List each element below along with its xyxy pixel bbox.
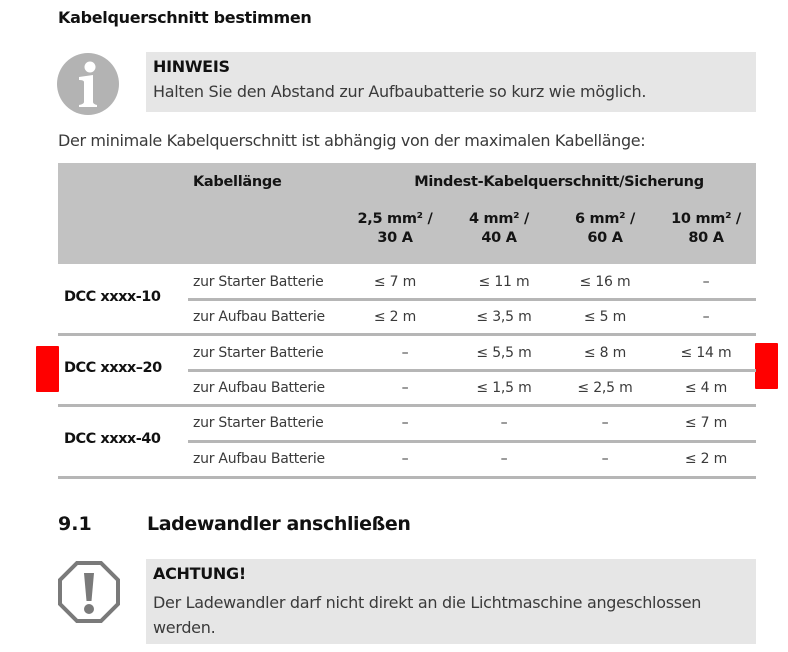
table-cell: ≤ 5 m xyxy=(583,309,627,325)
subsection-number: 9.1 xyxy=(58,513,92,535)
table-cell: ≤ 16 m xyxy=(579,274,631,290)
table-cell: ≤ 7 m xyxy=(684,415,728,431)
row-label: zur Starter Batterie xyxy=(193,274,324,290)
highlight-marker-left xyxy=(36,346,59,392)
note-heading: HINWEIS xyxy=(153,57,230,76)
warning-text: Der Ladewandler darf nicht direkt an die Lichtmaschine angeschlossen werden. xyxy=(153,593,702,637)
table-cell: ≤ 11 m xyxy=(478,274,530,290)
intro-text: Der minimale Kabelquerschnitt ist abhängig von der maximalen Kabellänge: xyxy=(58,131,646,150)
table-cell: – xyxy=(601,451,609,467)
group-divider xyxy=(58,333,756,336)
group-divider xyxy=(58,404,756,407)
table-cell: ≤ 3,5 m xyxy=(476,309,532,325)
header-cable-length: Kabellänge xyxy=(193,174,282,190)
table-cell: – xyxy=(401,380,409,396)
table-cell: ≤ 2 m xyxy=(684,451,728,467)
row-label: zur Starter Batterie xyxy=(193,415,324,431)
table-cell: – xyxy=(401,415,409,431)
row-divider xyxy=(188,369,756,372)
table-cell: ≤ 2,5 m xyxy=(577,380,633,396)
info-icon xyxy=(57,53,119,115)
model-dcc-10: DCC xxxx-10 xyxy=(64,289,161,305)
model-dcc-20: DCC xxxx–20 xyxy=(64,360,162,376)
row-label: zur Aufbau Batterie xyxy=(193,309,325,325)
table-cell: ≤ 1,5 m xyxy=(476,380,532,396)
table-cell: ≤ 5,5 m xyxy=(476,345,532,361)
subsection-title: Ladewandler anschließen xyxy=(147,513,411,535)
group-divider xyxy=(58,476,756,479)
table-cell: – xyxy=(601,415,609,431)
table-cell: – xyxy=(401,345,409,361)
table-cell: – xyxy=(702,274,710,290)
header-min-cross-section: Mindest-Kabelquerschnitt/Sicherung xyxy=(414,174,704,190)
row-label: zur Aufbau Batterie xyxy=(193,451,325,467)
table-cell: – xyxy=(401,451,409,467)
row-divider xyxy=(188,298,756,301)
table-cell: – xyxy=(500,415,508,431)
header-col-1: 2,5 mm² / 30 A xyxy=(357,211,433,246)
row-label: zur Aufbau Batterie xyxy=(193,380,325,396)
table-cell: ≤ 7 m xyxy=(373,274,417,290)
warning-heading: ACHTUNG! xyxy=(153,564,246,583)
table-cell: ≤ 4 m xyxy=(684,380,728,396)
row-divider xyxy=(188,440,756,443)
model-dcc-40: DCC xxxx-40 xyxy=(64,431,161,447)
table-cell: – xyxy=(500,451,508,467)
table-cell: – xyxy=(702,309,710,325)
note-text: Halten Sie den Abstand zur Aufbaubatterie so kurz wie möglich. xyxy=(153,82,647,101)
row-label: zur Starter Batterie xyxy=(193,345,324,361)
table-cell: ≤ 8 m xyxy=(583,345,627,361)
header-col-2: 4 mm² / 40 A xyxy=(469,211,529,246)
highlight-marker-right xyxy=(755,343,778,389)
warning-octagon-icon xyxy=(57,560,121,624)
table-cell: ≤ 14 m xyxy=(680,345,732,361)
section-title: Kabelquerschnitt bestimmen xyxy=(58,8,312,27)
header-col-4: 10 mm² / 80 A xyxy=(671,211,741,246)
header-col-3: 6 mm² / 60 A xyxy=(575,211,635,246)
table-cell: ≤ 2 m xyxy=(373,309,417,325)
